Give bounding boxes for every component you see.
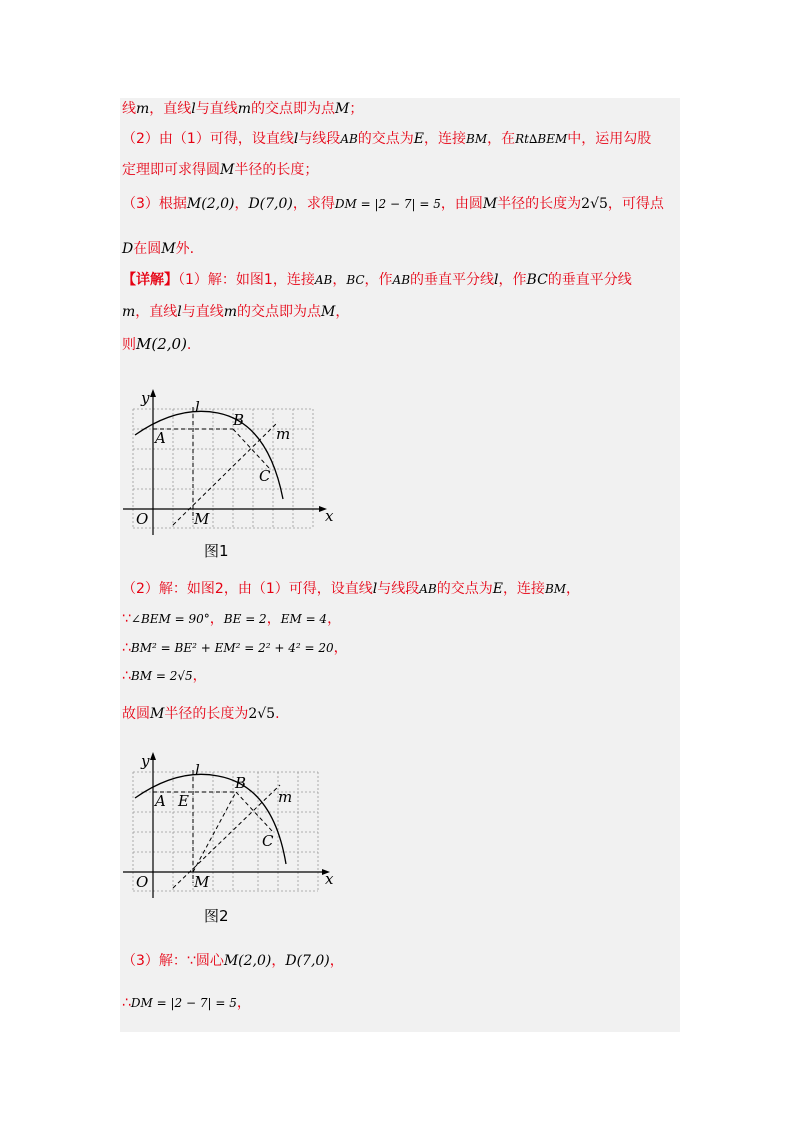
text-line-4: （3）根据M(2,0)，D(7,0)，求得DM = |2 − 7| = 5，由圆M半径的长度为2√5，可得点 [122,196,664,212]
text-line-14: （3）解：∵圆心M(2,0)，D(7,0)， [122,953,344,969]
label-o: O [136,873,149,891]
text-line-5: D在圆M外. [122,241,195,257]
label-x: x [325,870,334,888]
figure-1-caption: 图1 [204,542,229,560]
text-line-2: （2）由（1）可得，设直线l与线段AB的交点为E，连接BM，在Rt∆BEM中，运用勾股 [122,131,652,147]
label-l: l [195,761,200,779]
text-line-13: 故圆M半径的长度为2√5. [122,706,280,722]
y-axis-arrow-icon [150,389,156,397]
label-m-line: m [278,788,293,806]
label-m-point: M [194,873,210,891]
label-x: x [325,507,334,525]
figure-2-caption: 图2 [204,907,229,925]
label-e: E [178,792,189,810]
label-b: B [235,774,247,792]
label-c: C [262,832,274,850]
text-line-12: ∴BM = 2√5， [122,668,207,684]
text-line-8: 则M(2,0). [122,335,192,353]
label-y: y [141,752,150,770]
text-line-6: 【详解】（1）解：如图1，连接AB，BC，作AB的垂直平分线l，作BC的垂直平分线 [122,272,632,288]
figure-2 [118,748,338,908]
text-line-10: ∵∠BEM = 90°，BE = 2，EM = 4， [122,611,342,627]
label-m-line: m [276,425,291,443]
label-a: A [155,792,166,810]
circle-arc [135,411,283,499]
text-line-3: 定理即可求得圆M半径的长度； [122,162,319,178]
label-o: O [136,510,149,528]
text-line-15: ∴DM = |2 − 7| = 5， [122,995,251,1011]
circle-arc [135,774,286,864]
figure-1 [118,385,338,545]
label-y: y [141,389,150,407]
y-axis-arrow-icon [150,752,156,760]
label-c: C [259,467,271,485]
text-line-11: ∴BM² = BE² + EM² = 2² + 4² = 20， [122,640,348,656]
label-m-point: M [194,510,210,528]
text-line-9: （2）解：如图2，由（1）可得，设直线l与线段AB的交点为E，连接BM， [122,581,581,597]
label-l: l [195,398,200,416]
label-a: A [155,429,166,447]
text-line-7: m，直线l与直线m的交点即为点M， [122,304,350,320]
label-b: B [233,411,245,429]
text-line-1: 线m，直线l与直线m的交点即为点M； [122,101,364,117]
